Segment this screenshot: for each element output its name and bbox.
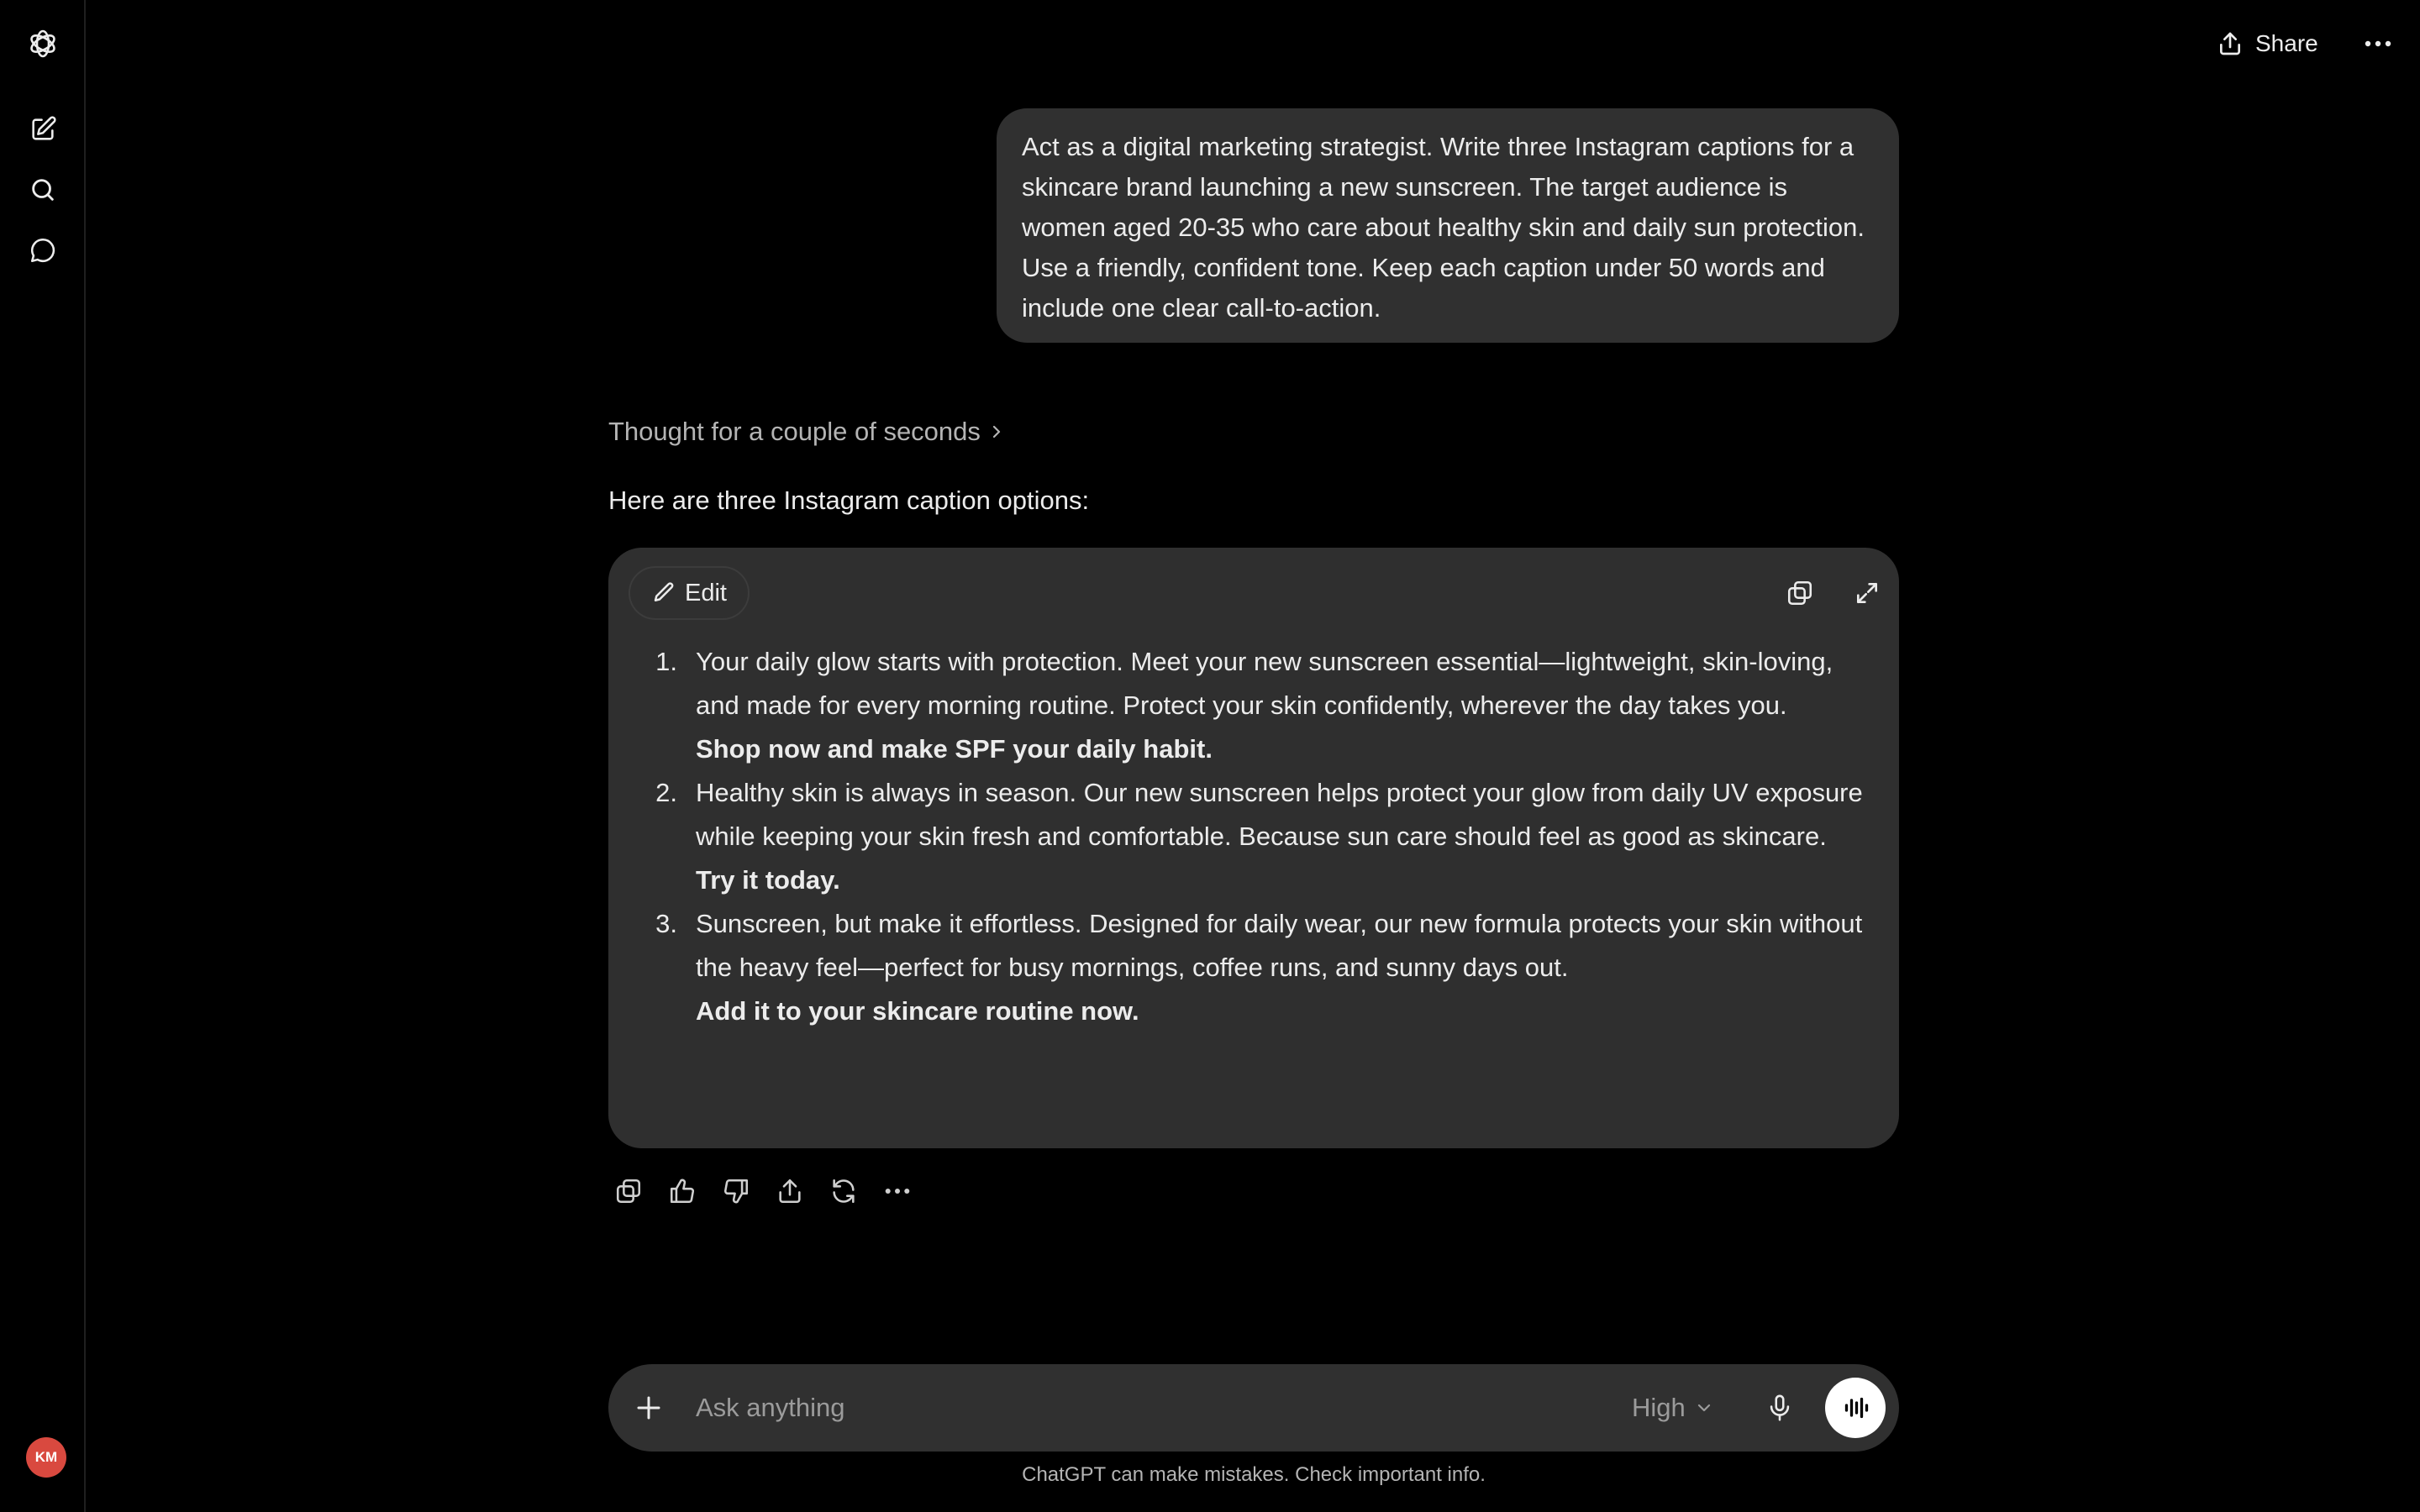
copy-icon bbox=[614, 1177, 643, 1205]
caption-number: 2. bbox=[655, 778, 677, 807]
caption-cta: Try it today. bbox=[696, 865, 840, 895]
thought-label: Thought for a couple of seconds bbox=[608, 417, 981, 446]
chevron-down-icon bbox=[1696, 1402, 1712, 1414]
edit-label: Edit bbox=[685, 579, 727, 606]
thought-toggle[interactable] bbox=[608, 412, 1002, 452]
caption-cta: Shop now and make SPF your daily habit. bbox=[696, 734, 1213, 764]
list-item bbox=[645, 902, 1872, 1033]
caption-number: 3. bbox=[655, 909, 677, 938]
sidebar bbox=[0, 0, 86, 1512]
new-chat-button[interactable] bbox=[23, 109, 63, 150]
caption-text: Sunscreen, but make it effortless. Designed for daily wear, our new formula protects your skin without the heavy feel—perfect for busy mornings, coffee runs, and sunny days out. bbox=[696, 909, 1863, 982]
voice-wave-icon bbox=[1840, 1393, 1870, 1423]
thumbs-up-button[interactable] bbox=[662, 1171, 702, 1211]
mode-select[interactable] bbox=[1632, 1388, 1712, 1428]
regenerate-icon bbox=[829, 1177, 858, 1205]
ellipsis-icon bbox=[2364, 39, 2392, 48]
plus-icon bbox=[634, 1393, 664, 1423]
voice-mode-button[interactable] bbox=[1825, 1378, 1886, 1438]
chats-icon bbox=[29, 236, 57, 265]
thumbs-down-icon bbox=[722, 1177, 750, 1205]
edit-button[interactable] bbox=[629, 566, 750, 620]
list-item bbox=[645, 640, 1872, 771]
expand-icon bbox=[1854, 580, 1881, 606]
prompt-input[interactable] bbox=[696, 1387, 1334, 1429]
attach-button[interactable] bbox=[627, 1386, 671, 1430]
copy-button[interactable] bbox=[608, 1171, 649, 1211]
share-message-button[interactable] bbox=[770, 1171, 810, 1211]
share-icon bbox=[2217, 30, 2244, 57]
caption-text: Your daily glow starts with protection. Meet your new sunscreen essential—lightweight, skin-loving, and made for every morning routine. Protect your skin confidently, wherever the day takes you. bbox=[696, 647, 1833, 720]
regenerate-button[interactable] bbox=[823, 1171, 864, 1211]
share-icon bbox=[776, 1177, 804, 1205]
caption-number: 1. bbox=[655, 647, 677, 676]
thumbs-up-icon bbox=[668, 1177, 697, 1205]
caption-text: Healthy skin is always in season. Our new sunscreen helps protect your glow from daily UV exposure while keeping your skin fresh and comfortable. Because sun care should feel as good as skincare. bbox=[696, 778, 1863, 851]
caption-cta: Add it to your skincare routine now. bbox=[696, 996, 1139, 1026]
caption-canvas bbox=[608, 548, 1899, 1148]
chats-button[interactable] bbox=[23, 230, 63, 270]
share-button[interactable] bbox=[2217, 24, 2318, 64]
list-item bbox=[645, 771, 1872, 902]
copy-icon bbox=[1786, 579, 1814, 607]
assistant-intro: Here are three Instagram caption options: bbox=[608, 486, 1090, 515]
more-icon bbox=[884, 1187, 911, 1195]
new-chat-icon bbox=[29, 115, 57, 144]
dictate-button[interactable] bbox=[1760, 1388, 1800, 1428]
pencil-icon bbox=[651, 580, 676, 606]
message-actions bbox=[608, 1171, 918, 1211]
more-options-button[interactable] bbox=[2358, 24, 2398, 64]
caption-list bbox=[645, 640, 1872, 1033]
copy-canvas-button[interactable] bbox=[1780, 573, 1820, 613]
share-label: Share bbox=[2255, 30, 2318, 56]
search-button[interactable] bbox=[23, 170, 63, 210]
microphone-icon bbox=[1765, 1394, 1794, 1422]
expand-canvas-button[interactable] bbox=[1847, 573, 1887, 613]
disclaimer: ChatGPT can make mistakes. Check important info. bbox=[1022, 1463, 1486, 1486]
thumbs-down-button[interactable] bbox=[716, 1171, 756, 1211]
openai-logo-icon[interactable] bbox=[23, 24, 63, 64]
mode-label: High bbox=[1632, 1393, 1686, 1422]
user-message: Act as a digital marketing strategist. Write three Instagram captions for a skincare brand launching a new sunscreen. The target audience is women aged 20-35 who care about healthy skin and daily sun protection. Use a friendly, confident tone. Keep each caption under 50 words and include one clear call-to-action. bbox=[997, 108, 1899, 343]
search-icon bbox=[29, 176, 57, 204]
avatar[interactable]: KM bbox=[26, 1437, 66, 1478]
composer bbox=[608, 1364, 1899, 1452]
more-actions-button[interactable] bbox=[877, 1171, 918, 1211]
chevron-right-icon bbox=[991, 423, 1002, 440]
